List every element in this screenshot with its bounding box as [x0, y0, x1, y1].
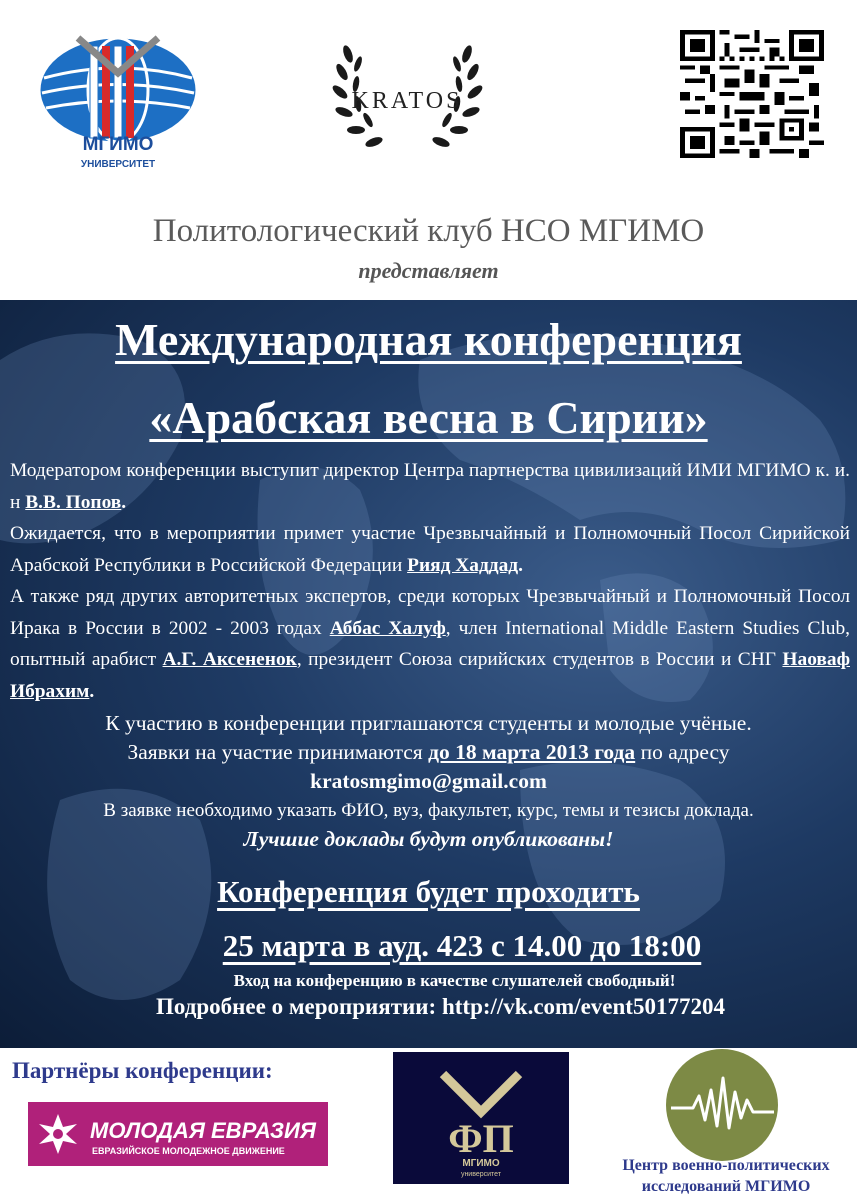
expert-name-2: А.Г. Аксененок [162, 649, 297, 670]
fp-letters: ФП [448, 1116, 514, 1161]
partners-label: Партнёры конференции: [12, 1058, 273, 1083]
kratos-logo-text: KRATOS [351, 88, 463, 114]
experts-paragraph: А также ряд других авторитетных экспертов, среди которых Чрезвычайный и Полномочный Посол Ирака в России в 2002 - 2003 годах Аббас Халуф, член International Middle Eastern Studies Club, опытный арабист А.Г. Аксененок, президент Союза сирийских студентов в России и СНГ Наоваф Ибрахим. [10, 586, 851, 702]
conference-description [10, 455, 850, 707]
schedule-heading: Конференция будет проходить [217, 874, 640, 909]
molodaya-evraziya-logo[interactable] [28, 1102, 328, 1166]
deadline-date: до 18 марта 2013 года [428, 740, 636, 764]
mgimo-logo-text: МГИМО [82, 134, 154, 155]
ambassador-paragraph: Ожидается, что в мероприятии примет участие Чрезвычайный и Полномочный Посол Сирийской Арабской Республики в Российской Федерации Рияд Хаддад. [10, 523, 850, 576]
mgimo-logo-subtext: УНИВЕРСИТЕТ [80, 159, 156, 170]
center-name: Центр военно-политических исследований МГИМО [622, 1157, 830, 1195]
fp-subtitle: университет [460, 1171, 502, 1178]
military-political-center-logo[interactable] [665, 1048, 780, 1163]
presents-text: представляет [358, 258, 499, 283]
conference-panel [0, 300, 857, 1048]
publication-note: Лучшие доклады будут опубликованы! [243, 827, 614, 851]
event-link[interactable]: Подробнее о мероприятии: http://vk.com/event50177204 [156, 994, 725, 1019]
ambassador-name: Рияд Хаддад [407, 554, 519, 576]
contact-email[interactable]: kratosmgimo@gmail.com [310, 769, 547, 793]
expert-name-1: Аббас Халуф [329, 617, 446, 639]
schedule-datetime: 25 марта в ауд. 423 с 14.00 до 18:00 [222, 928, 702, 963]
eurasia-subtitle: ЕВРАЗИЙСКОЕ МОЛОДЕЖНОЕ ДВИЖЕНИЕ [92, 1146, 285, 1156]
kratos-logo [300, 40, 515, 170]
application-requirements: В заявке необходимо указать ФИО, вуз, факультет, курс, темы и тезисы доклада. [103, 800, 754, 821]
mgimo-logo [38, 28, 198, 178]
qr-code[interactable] [680, 30, 824, 158]
invitation-line: К участию в конференции приглашаются студенты и молодые учёные. [105, 711, 752, 735]
expert-name-3: Наоваф Ибрахим [10, 649, 850, 702]
free-entry-note: Вход на конференцию в качестве слушателей свободный! [233, 971, 676, 990]
eurasia-name: МОЛОДАЯ ЕВРАЗИЯ [90, 1118, 316, 1143]
club-name: Политологический клуб НСО МГИМО [152, 213, 705, 249]
moderator-name: В.В. Попов [25, 491, 122, 513]
deadline-line: Заявки на участие принимаются до 18 марта 2013 года по адресу [127, 740, 730, 764]
conference-title-line1: Международная конференция [115, 314, 742, 365]
moderator-paragraph: Модератором конференции выступит директор Центра партнерства цивилизаций ИМИ МГИМО к. и. н В.В. Попов. [10, 460, 850, 513]
invitation-block [0, 709, 857, 854]
conference-title-line2: «Арабская весна в Сирии» [149, 392, 708, 443]
fp-mgimo-text: МГИМО [462, 1158, 500, 1169]
fp-mgimo-logo[interactable] [393, 1052, 569, 1184]
